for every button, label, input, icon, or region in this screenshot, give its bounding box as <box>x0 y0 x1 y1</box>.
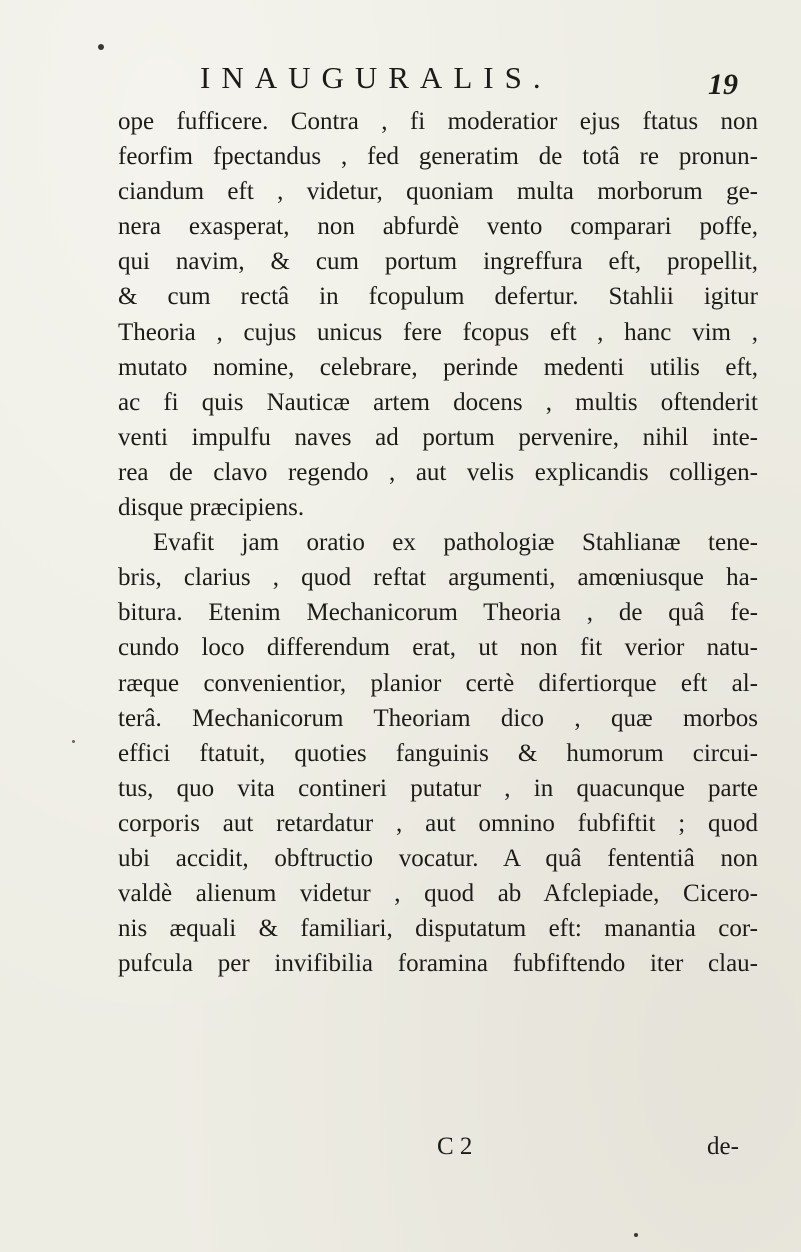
text-line: ciandum eft , videtur, quoniam multa morborum ge- <box>118 178 758 206</box>
page-footer <box>0 1133 801 1169</box>
text-line: & cum rectâ in fcopulum defertur. Stahlii igitur <box>118 283 758 311</box>
text-line: pufcula per invifibilia foramina fubfiftendo iter clau- <box>118 950 758 978</box>
running-head <box>0 58 801 101</box>
text-line: disque præcipiens. <box>118 494 305 522</box>
text-line: effici ftatuit, quoties fanguinis & humorum circui- <box>118 739 758 767</box>
text-line: tus, quo vita contineri putatur , in quacunque parte <box>118 774 758 802</box>
body-text <box>118 104 758 981</box>
running-title: INAUGURALIS. <box>200 60 552 95</box>
text-line: rea de clavo regendo , aut velis explicandis colligen- <box>118 458 758 486</box>
ink-speck <box>98 44 104 50</box>
text-line: nera exasperat, non abfurdè vento comparari poffe, <box>118 213 758 241</box>
text-line: bris, clarius , quod reftat argumenti, amœniusque ha- <box>118 564 758 592</box>
text-line: cundo loco differendum erat, ut non fit verior natu- <box>118 634 758 662</box>
text-line: feorfim fpectandus , fed generatim de totâ re pronun- <box>118 143 758 171</box>
page-number: 19 <box>708 68 738 101</box>
ink-speck <box>634 1233 638 1237</box>
text-line: ubi accidit, obftructio vocatur. A quâ fententiâ non <box>118 844 758 872</box>
paragraph-start-line: Evafit jam oratio ex pathologiæ Stahlianæ tene- <box>153 529 758 557</box>
ink-speck <box>72 740 75 743</box>
signature-mark: C 2 <box>437 1133 473 1160</box>
text-line: venti impulfu naves ad portum pervenire, nihil inte- <box>118 423 758 451</box>
text-line: corporis aut retardatur , aut omnino fubfiftit ; quod <box>118 809 758 837</box>
text-line: bitura. Etenim Mechanicorum Theoria , de quâ fe- <box>118 599 758 627</box>
text-line: valdè alienum videtur , quod ab Afclepiade, Cicero- <box>118 880 758 908</box>
text-line: ope fufficere. Contra , fi moderatior ejus ftatus non <box>118 108 758 135</box>
catchword: de- <box>707 1133 739 1160</box>
text-line: qui navim, & cum portum ingreffura eft, propellit, <box>118 248 758 276</box>
text-line: Theoria , cujus unicus fere fcopus eft , hanc vim , <box>118 318 758 346</box>
text-line: ac fi quis Nauticæ artem docens , multis oftenderit <box>118 388 758 416</box>
text-line: ræque convenientior, planior certè difertiorque eft al- <box>118 669 758 697</box>
text-line: nis æquali & familiari, disputatum eft: manantia cor- <box>118 915 758 943</box>
text-line: mutato nomine, celebrare, perinde medenti utilis eft, <box>118 353 758 381</box>
text-line: terâ. Mechanicorum Theoriam dico , quæ morbos <box>118 704 758 732</box>
